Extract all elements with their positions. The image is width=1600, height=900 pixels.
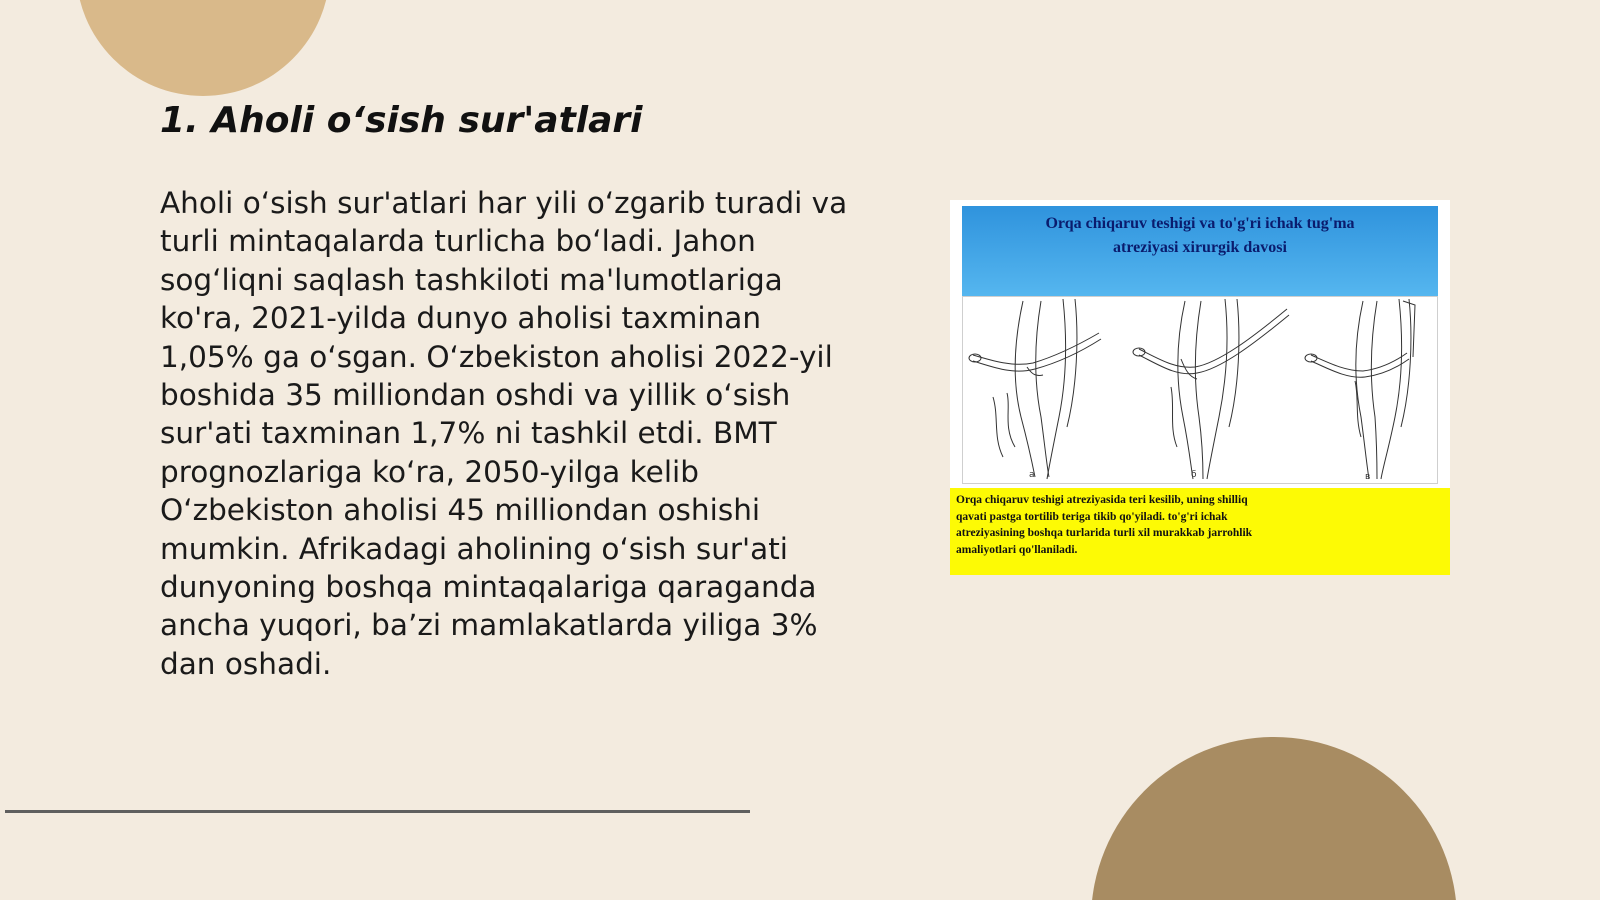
figure-header-line-1: Orqa chiqaruv teshigi va to'g'ri ichak tug'ma xyxy=(1045,215,1355,232)
figure-header xyxy=(962,206,1438,296)
panel-label-2: б xyxy=(1191,470,1197,480)
surgical-drawing xyxy=(962,296,1438,484)
caption-line-3: atreziyasining boshqa turlarida turli xil murakkab jarrohlik xyxy=(956,527,1253,539)
figure-header-line-2: atreziyasi xirurgik davosi xyxy=(1113,239,1287,256)
caption-line-1: Orqa chiqaruv teshigi atreziyasida teri kesilib, uning shilliq xyxy=(956,494,1248,506)
panel-label-3: в xyxy=(1365,472,1371,482)
drawing-panel-2 xyxy=(1133,299,1289,479)
decorative-circle-bottom xyxy=(1091,737,1457,900)
panel-label-1: a xyxy=(1029,470,1035,480)
caption-line-2: qavati pastga tortilib teriga tikib qo'yiladi. to'g'ri ichak xyxy=(956,510,1228,523)
caption-line-4: amaliyotlari qo'llaniladi. xyxy=(956,543,1078,556)
slide-title: 1. Aholi o‘sish sur'atlari xyxy=(160,100,643,141)
figure-caption xyxy=(950,488,1450,575)
decorative-circle-top xyxy=(76,0,330,96)
surgical-drawing-svg xyxy=(963,297,1437,483)
body-paragraph: Aholi o‘sish sur'atlari har yili o‘zgarib turadi va turli mintaqalarda turlicha bo‘ladi. Jahon sog‘liqni saqlash tashkiloti ma'lumotlariga ko'ra, 2021-yilda dunyo aholisi taxminan 1,05% ga o‘sgan. O‘zbekiston aholisi 2022-yil boshida 35 milliondan oshdi va yillik o‘sish sur'ati taxminan 1,7% ni tashkil etdi. BMT prognozlariga ko‘ra, 2050-yilga kelib O‘zbekiston aholisi 45 milliondan oshishi mumkin. Afrikadagi aholining o‘sish sur'ati dunyoning boshqa mintaqalariga qaraganda ancha yuqori, ba’zi mamlakatlarda yiliga 3% dan oshadi. xyxy=(160,186,848,681)
horizontal-divider xyxy=(5,810,750,813)
drawing-panel-3 xyxy=(1305,299,1415,479)
medical-illustration xyxy=(950,200,1450,575)
drawing-panel-1 xyxy=(969,299,1101,479)
